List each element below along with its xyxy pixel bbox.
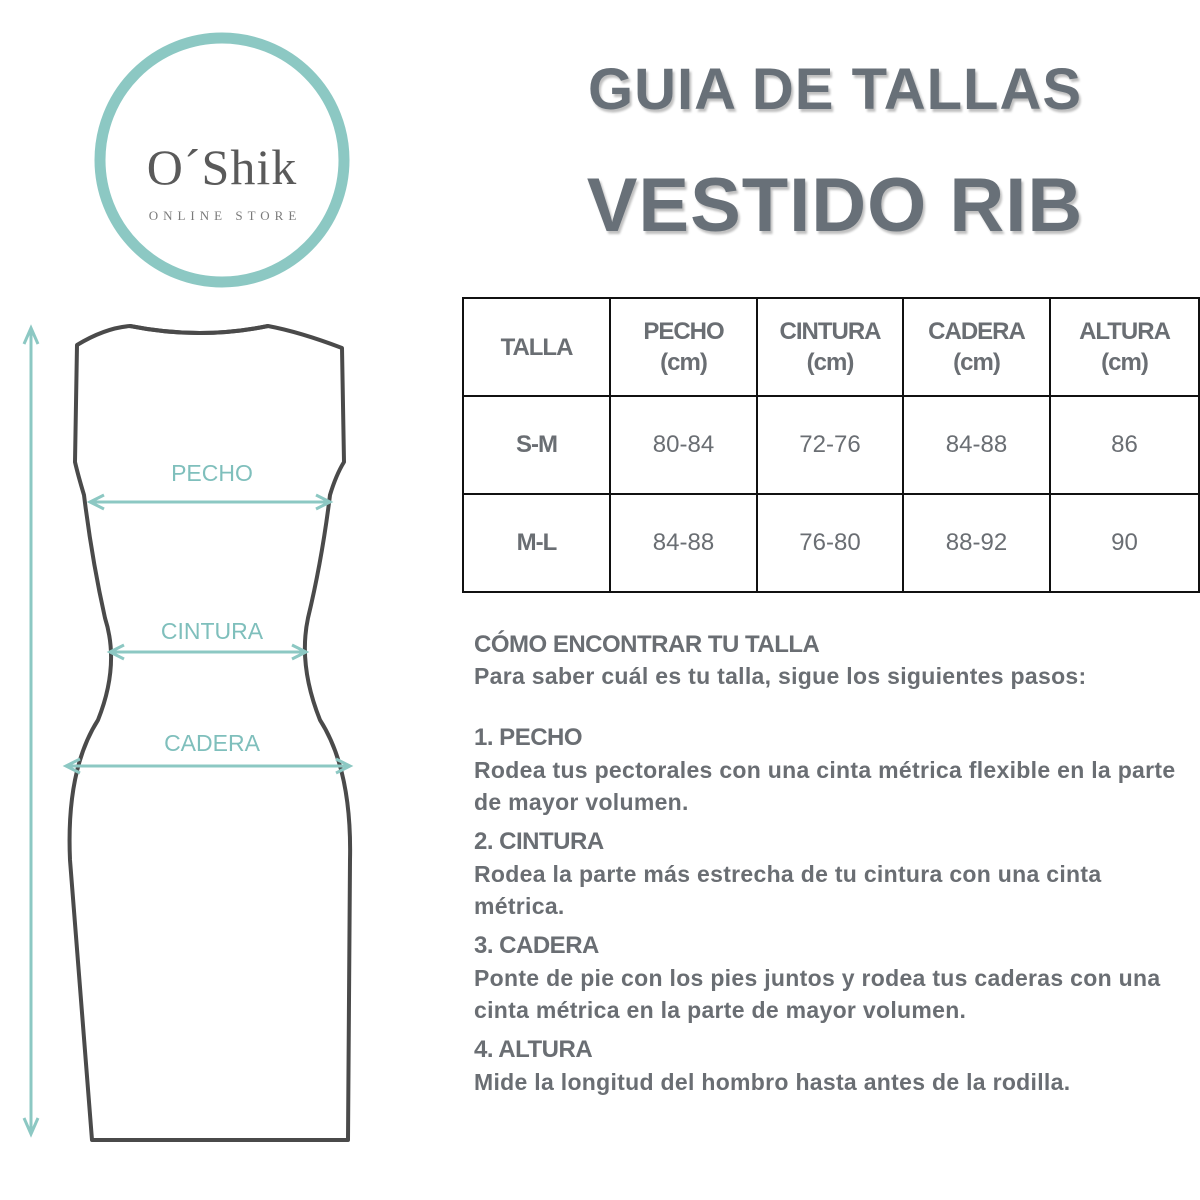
header-altura: ALTURA (cm) bbox=[1050, 298, 1199, 396]
page-title: GUIA DE TALLAS bbox=[587, 57, 1083, 122]
step-text: Rodea tus pectorales con una cinta métrica flexible en la parte de mayor volumen. bbox=[474, 757, 1176, 815]
cell-cintura: 72-76 bbox=[757, 396, 903, 494]
step-title: 2. CINTURA bbox=[474, 828, 604, 855]
size-table bbox=[462, 297, 1200, 593]
brand-name: O´Shik bbox=[146, 139, 298, 195]
header-pecho: PECHO (cm) bbox=[610, 298, 757, 396]
cintura-arrow-icon bbox=[110, 645, 306, 659]
cell-cadera: 88-92 bbox=[903, 494, 1050, 592]
header-cintura: CINTURA (cm) bbox=[757, 298, 903, 396]
guide-heading: CÓMO ENCONTRAR TU TALLA bbox=[474, 631, 820, 658]
pecho-arrow-icon bbox=[90, 495, 330, 509]
guide-intro: Para saber cuál es tu talla, sigue los siguientes pasos: bbox=[474, 663, 1087, 689]
step-title: 4. ALTURA bbox=[474, 1036, 593, 1063]
height-arrow-icon bbox=[24, 328, 38, 1134]
cadera-label: CADERA bbox=[164, 730, 260, 756]
brand-subtitle: ONLINE STORE bbox=[148, 208, 302, 223]
guide-step bbox=[474, 722, 1194, 818]
step-title: 1. PECHO bbox=[474, 724, 583, 751]
dress-figure bbox=[0, 300, 380, 1160]
cell-pecho: 80-84 bbox=[610, 396, 757, 494]
table-row bbox=[463, 494, 1199, 592]
cell-talla: S-M bbox=[463, 396, 610, 494]
cell-altura: 86 bbox=[1050, 396, 1199, 494]
product-title: VESTIDO RIB bbox=[586, 163, 1084, 248]
cell-talla: M-L bbox=[463, 494, 610, 592]
step-text: Rodea la parte más estrecha de tu cintura con una cinta métrica. bbox=[474, 861, 1102, 919]
guide-step bbox=[474, 826, 1194, 922]
guide-step bbox=[474, 930, 1194, 1026]
step-text: Ponte de pie con los pies juntos y rodea tus caderas con una cinta métrica en la parte de mayor volumen. bbox=[474, 965, 1161, 1023]
size-guide bbox=[474, 630, 1194, 1106]
table-row bbox=[463, 396, 1199, 494]
cell-altura: 90 bbox=[1050, 494, 1199, 592]
table-header-row bbox=[463, 298, 1199, 396]
cell-cintura: 76-80 bbox=[757, 494, 903, 592]
step-text: Mide la longitud del hombro hasta antes de la rodilla. bbox=[474, 1069, 1071, 1095]
guide-step bbox=[474, 1034, 1194, 1098]
header-cadera: CADERA (cm) bbox=[903, 298, 1050, 396]
cadera-arrow-icon bbox=[66, 759, 350, 773]
cell-pecho: 84-88 bbox=[610, 494, 757, 592]
cintura-label: CINTURA bbox=[160, 618, 264, 644]
cell-cadera: 84-88 bbox=[903, 396, 1050, 494]
step-title: 3. CADERA bbox=[474, 932, 599, 959]
pecho-label: PECHO bbox=[171, 460, 253, 486]
brand-logo bbox=[92, 30, 352, 290]
header-talla: TALLA bbox=[463, 298, 610, 396]
